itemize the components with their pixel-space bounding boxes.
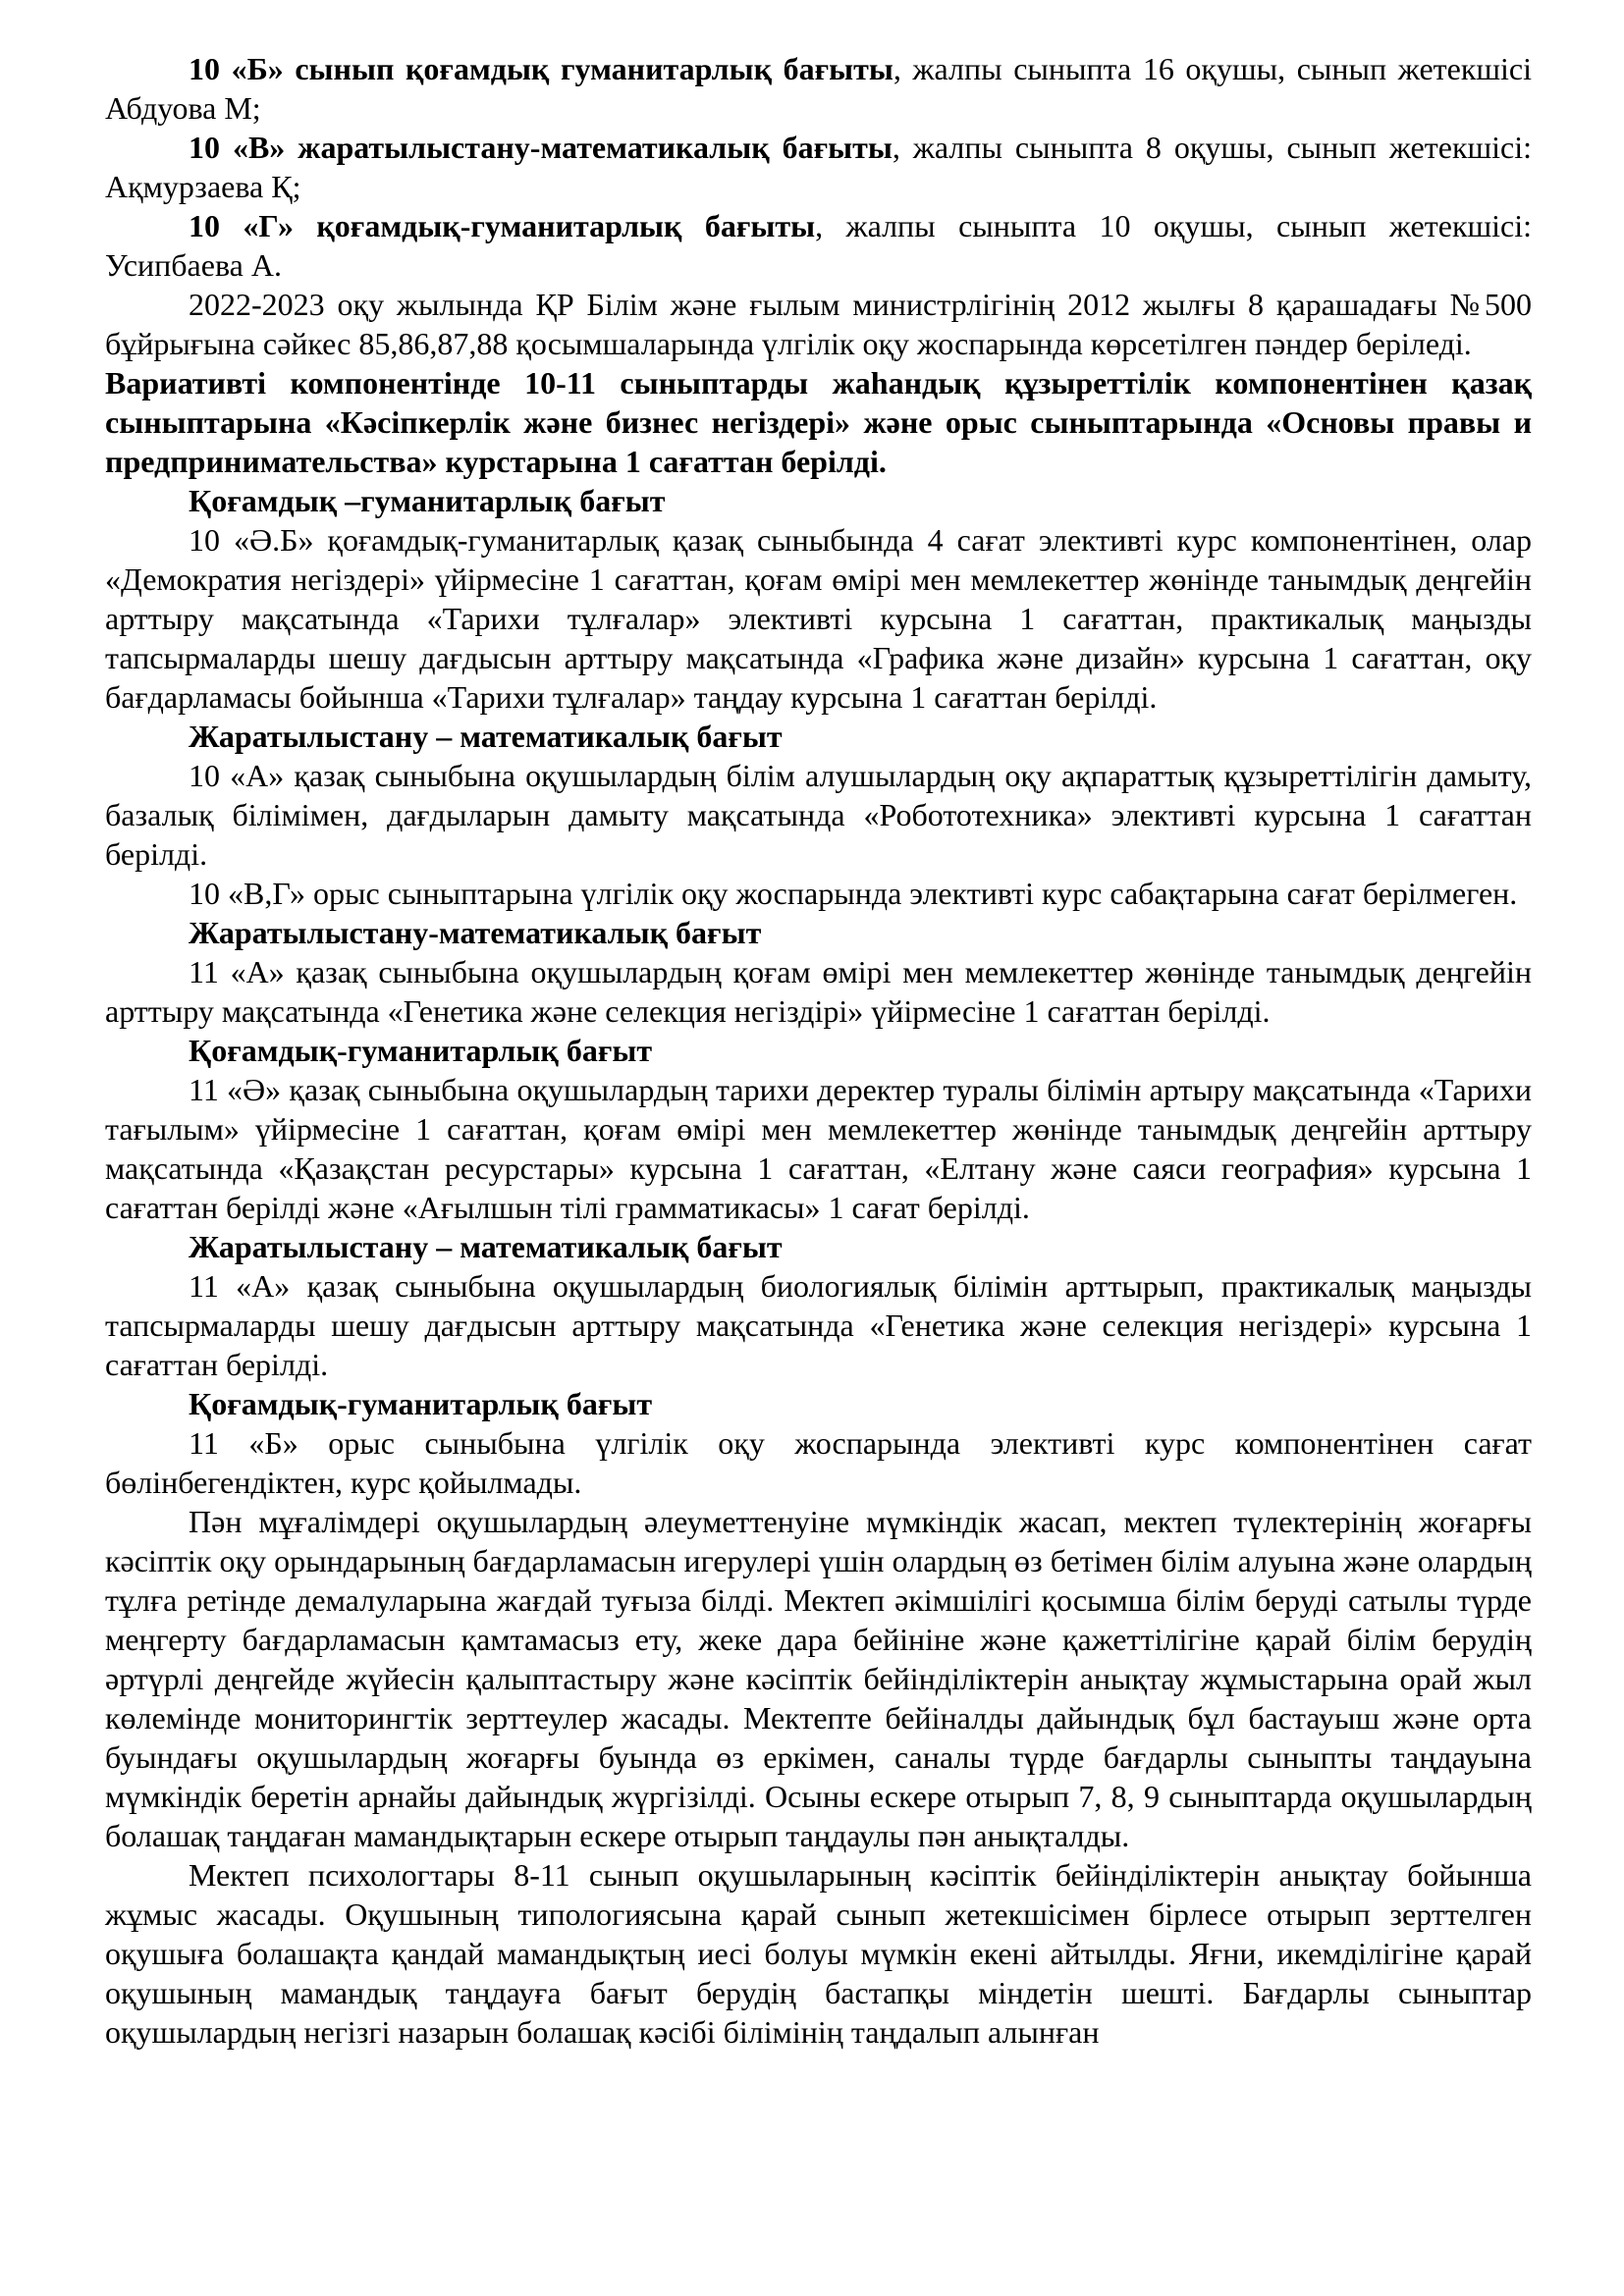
paragraph-11a-biology — [105, 1266, 1532, 1384]
paragraph-11a-genetics — [105, 952, 1532, 1031]
heading-text: Қоғамдық –гуманитарлық бағыт — [189, 483, 666, 518]
paragraph-11b-no-course — [105, 1423, 1532, 1502]
heading-text: Жаратылыстану-математикалық бағыт — [189, 915, 762, 950]
paragraph-text: , жалпы сыныпта 10 оқушы, сынып жетекшісі: Усипбаева А. — [105, 208, 1533, 283]
paragraph-bold-text: 10 «Г» қоғамдық-гуманитарлық бағыты — [189, 208, 816, 243]
section-heading-natural-math — [105, 717, 1532, 756]
paragraph-variative-component — [105, 363, 1532, 481]
paragraph-curriculum-order — [105, 285, 1532, 363]
paragraph-class-10b — [105, 49, 1532, 128]
paragraph-text: 11 «Б» орыс сыныбына үлгілік оқу жоспарында элективті курс компонентінен сағат бөлінбегендіктен, курс қойылмады. — [105, 1425, 1532, 1500]
section-heading-natural-math-3 — [105, 1227, 1532, 1266]
paragraph-text: , жалпы сыныпта 16 оқушы, сынып жетекшісі Абдуова М; — [105, 51, 1533, 126]
paragraph-bold-text: Вариативті компонентінде 10-11 сыныптарды жаһандық құзыреттілік компонентінен қазақ сыныптарына «Кәсіпкерлік және бизнес негіздері» және орыс сыныптарында «Основы правы и предпринимательства» курстарына 1 сағаттан берілді. — [105, 365, 1532, 479]
section-heading-social-humanitarian-2 — [105, 1031, 1532, 1070]
paragraph-text: , жалпы сыныпта 8 оқушы, сынып жетекшісі: Ақмурзаева Қ; — [105, 130, 1532, 204]
paragraph-text: 11 «Ә» қазақ сыныбына оқушылардың тарихи деректер туралы білімін артыру мақсатында «Тарихи тағылым» үйірмесіне 1 сағаттан, қоғам өмірі мен мемлекеттер жөнінде танымдық деңгейін арттыру мақсатында «Қазақстан ресурстары» курсына 1 сағаттан, «Елтану және саяси география» курсына 1 сағаттан берілді және «Ағылшын тілі грамматикасы» 1 сағат берілді. — [105, 1072, 1532, 1225]
section-heading-social-humanitarian-3 — [105, 1384, 1532, 1423]
paragraph-10ab-electives — [105, 520, 1532, 717]
paragraph-teachers-monitoring — [105, 1502, 1532, 1855]
heading-text: Жаратылыстану – математикалық бағыт — [189, 1229, 783, 1264]
paragraph-11ae-history-courses — [105, 1070, 1532, 1227]
paragraph-text: 11 «А» қазақ сыныбына оқушылардың қоғам өмірі мен мемлекеттер жөнінде танымдық деңгейін арттыру мақсатында «Генетика және селекция негіздірі» үйірмесіне 1 сағаттан берілді. — [105, 954, 1532, 1029]
paragraph-text: 10 «А» қазақ сыныбына оқушылардың білім алушылардың оқу ақпараттық құзыреттілігін дамыту, базалық білімімен, дағдыларын дамыту мақсатында «Робототехника» элективті курсына 1 сағаттан берілді. — [105, 758, 1532, 872]
paragraph-10a-robotics — [105, 756, 1532, 874]
paragraph-class-10v — [105, 128, 1532, 206]
paragraph-text: 10 «В,Г» орыс сыныптарына үлгілік оқу жоспарында элективті курс сабақтарына сағат берілмеген. — [189, 876, 1518, 911]
paragraph-10vg-no-electives — [105, 874, 1532, 913]
paragraph-text: 11 «А» қазақ сыныбына оқушылардың биологиялық білімін арттырып, практикалық маңызды тапсырмаларды шешу дағдысын арттыру мақсатында «Генетика және селекция негіздері» курсына 1 сағаттан берілді. — [105, 1268, 1532, 1382]
paragraph-bold-text: 10 «Б» сынып қоғамдық гуманитарлық бағыты — [189, 51, 893, 86]
heading-text: Қоғамдық-гуманитарлық бағыт — [189, 1033, 653, 1068]
section-heading-natural-math-2 — [105, 913, 1532, 952]
paragraph-text: 10 «Ә.Б» қоғамдық-гуманитарлық қазақ сыныбында 4 сағат элективті курс компонентінен, олар «Демократия негіздері» үйірмесіне 1 сағаттан, қоғам өмірі мен мемлекеттер жөнінде танымдық деңгейін арттыру мақсатында «Тарихи тұлғалар» элективті курсына 1 сағаттан, практикалық маңызды тапсырмаларды шешу дағдысын арттыру мақсатында «Графика және дизайн» курсына 1 сағаттан, оқу бағдарламасы бойынша «Тарихи тұлғалар» таңдау курсына 1 сағаттан берілді. — [105, 522, 1532, 715]
paragraph-bold-text: 10 «В» жаратылыстану-математикалық бағыты — [189, 130, 893, 165]
paragraph-psychologists — [105, 1855, 1532, 2052]
paragraph-text: 2022-2023 оқу жылында ҚР Білім және ғылым министрлігінің 2012 жылғы 8 қарашадағы №500 бұйрығына сәйкес 85,86,87,88 қосымшаларында үлгілік оқу жоспарында көрсетілген пәндер беріледі. — [105, 287, 1532, 361]
paragraph-text: Мектеп психологтары 8-11 сынып оқушыларының кәсіптік бейінділіктерін анықтау бойынша жұмыс жасады. Оқушының типологиясына қарай сынып жетекшісімен бірлесе отырып зерттелген оқушыға болашақта қандай мамандықтың иесі болуы мүмкін екені айтылды. Яғни, икемділігіне қарай оқушының мамандық таңдауға бағыт берудің бастапқы міндетін шешті. Бағдарлы сыныптар оқушылардың негізгі назарын болашақ кәсібі білімінің таңдалып алынған — [105, 1857, 1532, 2050]
paragraph-class-10g — [105, 206, 1532, 285]
heading-text: Қоғамдық-гуманитарлық бағыт — [189, 1386, 653, 1421]
heading-text: Жаратылыстану – математикалық бағыт — [189, 719, 783, 754]
paragraph-text: Пән мұғалімдері оқушылардың әлеуметтенуіне мүмкіндік жасап, мектеп түлектерінің жоғарғы кәсіптік оқу орындарының бағдарламасын игерулері үшін олардың өз бетімен білім алуына және олардың тұлға ретінде демалуларына жағдай туғыза білді. Мектеп әкімшілігі қосымша білім беруді сатылы түрде меңгерту бағдарламасын қамтамасыз ету, жеке дара бейініне және қажеттілігіне қарай білім берудің әртүрлі деңгейде жүйесін қалыптастыру және кәсіптік бейінділіктерін анықтау жұмыстарына орай жыл көлемінде мониторингтік зерттеулер жасады. Мектепте бейіналды дайындық бұл бастауыш және орта буындағы оқушылардың жоғарғы буында өз еркімен, саналы түрде бағдарлы сыныпты таңдауына мүмкіндік беретін арнайы дайындық жүргізілді. Осыны ескере отырып 7, 8, 9 сыныптарда оқушылардың болашақ таңдаған мамандықтарын ескере отырып таңдаулы пән анықталды. — [105, 1504, 1532, 1853]
section-heading-social-humanitarian — [105, 481, 1532, 520]
